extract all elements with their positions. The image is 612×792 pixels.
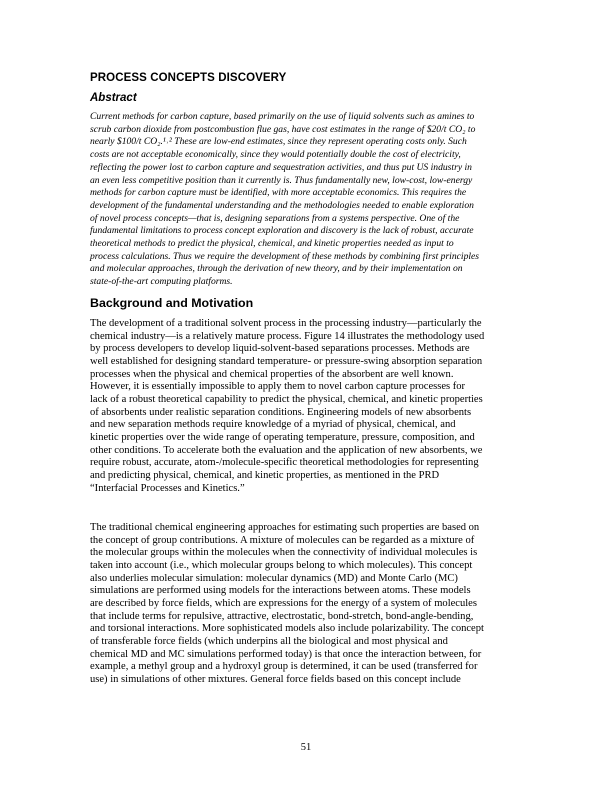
- abstract-line: reflecting the power lost to carbon capture and sequestration activities, and thus put US industry in: [90, 161, 472, 173]
- paragraph-line: and torsional interactions. More sophisticated models also include polarizability. The concept: [90, 623, 484, 635]
- abstract-line: costs are not acceptable economically, since they would potentially double the cost of electricity,: [90, 149, 461, 161]
- abstract-line: fundamental limitations to process concept exploration and discovery is the lack of robust, accurate: [90, 225, 474, 237]
- paragraph-line: “Interfacial Processes and Kinetics.”: [90, 482, 245, 494]
- paragraph-line: example, a methyl group and a hydroxyl group is determined, it can be used (transferred for: [90, 661, 478, 673]
- paragraph-line: chemical industry—is a relatively mature process. Figure 14 illustrates the methodology used: [90, 330, 485, 342]
- background-heading: Background and Motivation: [90, 296, 254, 310]
- page-number: 51: [300, 742, 312, 753]
- background-paragraph-2: [90, 522, 534, 687]
- paragraph-line: that include terms for repulsive, attractive, electrostatic, bond-stretch, bond-angle-bending,: [90, 610, 474, 622]
- abstract-line: an even less competitive position than it currently is. Thus fundamentally new, low-cost, low-energy: [90, 174, 473, 186]
- abstract-line: nearly $100/t CO₂.¹˒² These are low-end estimates, since they represent operating costs only. Such: [90, 136, 467, 148]
- paragraph-line: lack of a robust theoretical capability to predict the physical, chemical, and kinetic properties: [90, 393, 483, 405]
- paragraph-line: The traditional chemical engineering approaches for estimating such properties are based on: [90, 522, 480, 533]
- paragraph-line: and new separation methods require knowledge of a myriad of physical, chemical, and: [90, 419, 456, 431]
- paragraph-line: require robust, accurate, atom-/molecule-specific theoretical methodologies for representing: [90, 457, 479, 469]
- paragraph-line: are described by force fields, which are expressions for the energy of a system of molecules: [90, 597, 477, 609]
- paragraph-line: also underlies molecular simulation: molecular dynamics (MD) and Monte Carlo (MC): [90, 572, 458, 584]
- paragraph-line: of transferable force fields (which underpins all the biological and most physical and: [90, 635, 448, 647]
- abstract-line: theoretical methods to predict the physical, chemical, and kinetic properties needed as input to: [90, 238, 454, 250]
- abstract-line: process calculations. Thus we require the development of these methods by combining first principles: [90, 250, 480, 262]
- paragraph-line: well established for designing standard temperature- or pressure-swing absorption separation: [90, 355, 483, 367]
- abstract-heading: Abstract: [90, 92, 137, 104]
- abstract-line: state-of-the-art computing platforms.: [90, 276, 233, 288]
- paragraph-line: the molecular groups within the molecules when the connectivity of individual molecules is: [90, 547, 478, 559]
- abstract-line: of novel process concepts—that is, designing separations from a systems perspective. One of the: [90, 212, 460, 224]
- abstract-line: scrub carbon dioxide from postcombustion flue gas, have cost estimates in the range of $20/t CO₂ to: [90, 123, 476, 135]
- paragraph-line: other conditions. To accelerate both the evaluation and the application of new absorbents, we: [90, 444, 483, 456]
- paragraph-line: by process developers to develop liquid-solvent-based separations processes. Methods are: [90, 343, 470, 355]
- abstract-body: [90, 111, 535, 289]
- abstract-line: development of the fundamental understanding and the methodologies needed to enable exploration: [90, 199, 474, 211]
- paragraph-line: processes when the physical and chemical properties of the absorbent are well known.: [90, 368, 454, 380]
- paragraph-line: kinetic properties over the wide range of operating temperature, pressure, composition, and: [90, 431, 475, 443]
- paragraph-line: simulations are performed using models for the interactions between atoms. These models: [90, 585, 471, 597]
- abstract-line: methods for carbon capture must be identified, with more acceptable economics. This requires the: [90, 187, 467, 199]
- section-title: PROCESS CONCEPTS DISCOVERY: [90, 72, 287, 84]
- paragraph-line: chemical MD and MC simulations performed today) is that once the interaction between, for: [90, 648, 482, 660]
- paragraph-line: The development of a traditional solvent process in the processing industry—particularly the: [90, 318, 482, 329]
- abstract-line: and molecular approaches, through the derivation of new theory, and by their implementation on: [90, 263, 463, 275]
- paragraph-line: the concept of group contributions. A mixture of molecules can be regarded as a mixture of: [90, 534, 475, 546]
- abstract-line: Current methods for carbon capture, based primarily on the use of liquid solvents such as amines to: [90, 111, 475, 122]
- paragraph-line: However, it is essentially impossible to apply them to novel carbon capture processes for: [90, 381, 466, 393]
- paragraph-line: and predicting physical, chemical, and kinetic properties, as mentioned in the PRD: [90, 469, 440, 481]
- paragraph-line: use) in simulations of other mixtures. General force fields based on this concept include: [90, 673, 461, 685]
- paragraph-line: taken into account (i.e., which molecular groups belong to which molecules). This concept: [90, 559, 473, 571]
- paragraph-line: of absorbents under realistic separation conditions. Engineering models of new absorbents: [90, 406, 472, 418]
- background-paragraph-1: [90, 318, 534, 495]
